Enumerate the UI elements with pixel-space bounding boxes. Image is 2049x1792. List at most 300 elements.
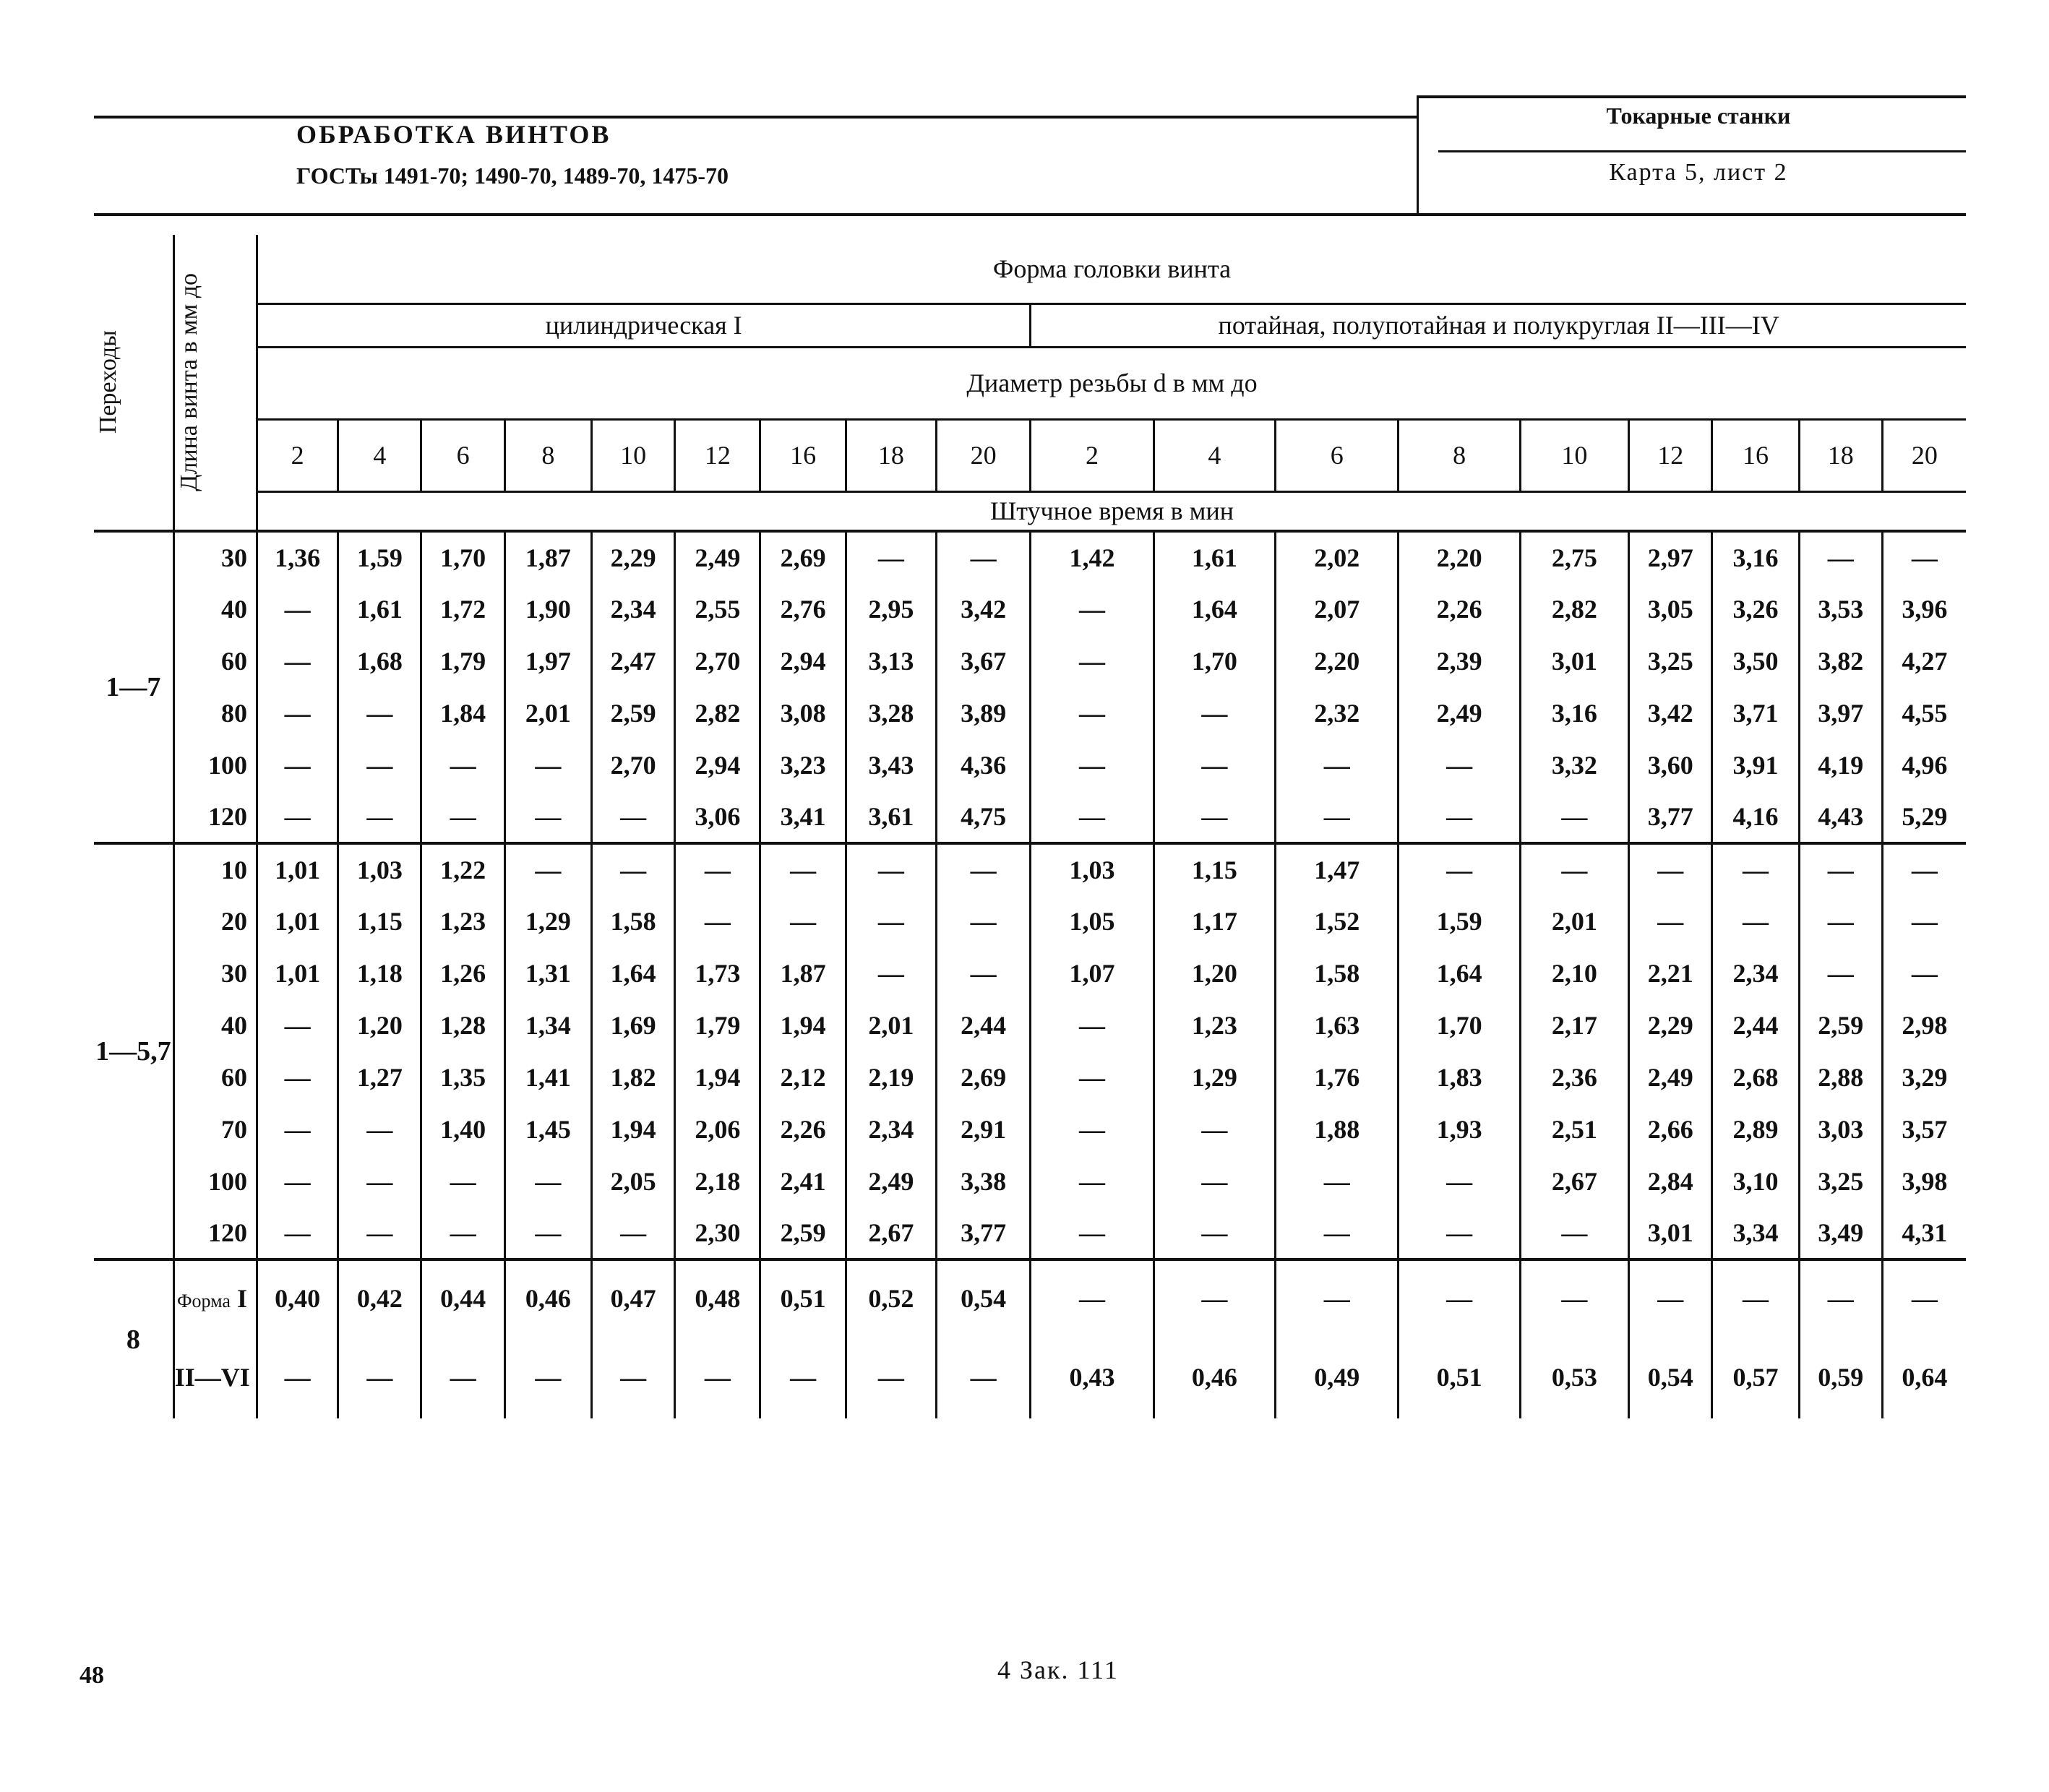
time-value-cell: 2,26 (1399, 583, 1520, 635)
time-value-cell: — (846, 531, 936, 583)
time-value-cell: 2,36 (1520, 1051, 1628, 1103)
time-value-cell: 3,61 (846, 791, 936, 843)
time-value-cell: 2,82 (675, 687, 760, 739)
time-value-cell: — (937, 895, 1031, 947)
time-value-cell: — (1276, 1155, 1399, 1207)
length-cell: 60 (173, 1051, 257, 1103)
time-value-cell: 3,96 (1882, 583, 1966, 635)
time-value-cell: 1,07 (1031, 947, 1154, 999)
time-value-cell: 1,58 (1276, 947, 1399, 999)
time-value-cell: 1,28 (421, 999, 504, 1051)
time-value-cell: 1,15 (1154, 843, 1275, 895)
time-value-cell: — (1031, 583, 1154, 635)
diameter-cell: 10 (591, 419, 674, 491)
time-value-cell: — (760, 895, 846, 947)
time-value-cell: 1,41 (504, 1051, 591, 1103)
time-value-cell: 1,35 (421, 1051, 504, 1103)
time-value-cell: 2,98 (1882, 999, 1966, 1051)
form-cell (173, 1335, 257, 1418)
table-row (94, 531, 1966, 583)
card-number: Карта 5, лист 2 (1609, 159, 1788, 186)
time-norm-table (94, 235, 1966, 1418)
time-value-cell: 2,49 (1399, 687, 1520, 739)
time-value-cell: 2,84 (1629, 1155, 1712, 1207)
time-value-cell: 4,27 (1882, 635, 1966, 687)
time-value-cell: 3,60 (1629, 739, 1712, 791)
length-cell: 40 (173, 999, 257, 1051)
time-value-cell: — (1799, 947, 1882, 999)
time-value-cell: — (1799, 895, 1882, 947)
time-value-cell: 2,69 (937, 1051, 1031, 1103)
time-value-cell: 1,23 (421, 895, 504, 947)
form-cell (173, 1259, 257, 1335)
time-value-cell: 2,49 (846, 1155, 936, 1207)
time-value-cell: 1,88 (1276, 1103, 1399, 1155)
page-title: ОБРАБОТКА ВИНТОВ (296, 120, 611, 149)
time-value-cell: 1,79 (421, 635, 504, 687)
form-value: II—VI (174, 1362, 250, 1392)
table-row (94, 1103, 1966, 1155)
time-value-cell: 1,93 (1399, 1103, 1520, 1155)
machine-type: Токарные станки (1606, 103, 1791, 129)
time-value-cell: 1,26 (421, 947, 504, 999)
length-cell: 100 (173, 1155, 257, 1207)
time-value-cell: 3,77 (937, 1207, 1031, 1259)
time-value-cell: 3,34 (1712, 1207, 1799, 1259)
length-cell: 30 (173, 531, 257, 583)
time-value-cell: 3,38 (937, 1155, 1031, 1207)
time-value-cell: — (1399, 1207, 1520, 1259)
time-value-cell: — (1520, 1207, 1628, 1259)
time-value-cell: — (338, 1155, 421, 1207)
table-row (94, 791, 1966, 843)
time-value-cell: 2,88 (1799, 1051, 1882, 1103)
time-value-cell: 1,01 (257, 895, 338, 947)
time-value-cell: — (1629, 895, 1712, 947)
document-header (94, 87, 1966, 217)
time-value-cell: — (421, 1207, 504, 1259)
time-value-cell: — (591, 1207, 674, 1259)
time-value-cell: 1,29 (1154, 1051, 1275, 1103)
time-value-cell: 2,69 (760, 531, 846, 583)
time-value-cell: 4,96 (1882, 739, 1966, 791)
time-value-cell: 2,67 (846, 1207, 936, 1259)
time-value-cell: — (338, 1207, 421, 1259)
time-value-cell: — (1276, 1207, 1399, 1259)
table-body (94, 531, 1966, 1418)
table-row (94, 739, 1966, 791)
time-value-cell: — (1399, 1155, 1520, 1207)
time-value-cell: — (1882, 531, 1966, 583)
time-value-cell: 0,52 (846, 1259, 936, 1335)
time-value-cell: 1,03 (1031, 843, 1154, 895)
time-value-cell: — (1520, 791, 1628, 843)
time-value-cell: 2,97 (1629, 531, 1712, 583)
time-value-cell: 3,98 (1882, 1155, 1966, 1207)
table-row (94, 687, 1966, 739)
time-value-cell: 2,59 (760, 1207, 846, 1259)
time-value-cell: — (1799, 843, 1882, 895)
time-value-cell: — (257, 1335, 338, 1418)
time-value-cell: 3,67 (937, 635, 1031, 687)
length-cell: 30 (173, 947, 257, 999)
time-value-cell: 2,06 (675, 1103, 760, 1155)
time-value-cell: — (1031, 635, 1154, 687)
time-value-cell: 1,97 (504, 635, 591, 687)
time-value-cell: 3,01 (1629, 1207, 1712, 1259)
time-value-cell: 1,64 (591, 947, 674, 999)
time-value-cell: 2,05 (591, 1155, 674, 1207)
time-value-cell: 3,23 (760, 739, 846, 791)
transition-group-label: 1—5,7 (94, 843, 173, 1259)
time-value-cell: 4,36 (937, 739, 1031, 791)
time-unit-header: Штучное время в мин (257, 491, 1966, 531)
time-value-cell: 1,70 (1399, 999, 1520, 1051)
time-value-cell: — (1399, 739, 1520, 791)
time-value-cell: — (1031, 1155, 1154, 1207)
time-value-cell: — (1031, 739, 1154, 791)
time-value-cell: — (846, 947, 936, 999)
time-value-cell: 2,70 (591, 739, 674, 791)
time-value-cell: — (338, 1103, 421, 1155)
time-value-cell: — (1154, 739, 1275, 791)
length-cell: 10 (173, 843, 257, 895)
time-value-cell: 0,49 (1276, 1335, 1399, 1418)
head-form-header: Форма головки винта (257, 235, 1966, 303)
time-value-cell: — (1882, 843, 1966, 895)
form-label: Форма (177, 1290, 231, 1311)
time-value-cell: — (675, 1335, 760, 1418)
time-value-cell: — (1154, 791, 1275, 843)
table-row (94, 583, 1966, 635)
time-value-cell: 2,12 (760, 1051, 846, 1103)
order-number: 4 Зак. 111 (997, 1655, 1119, 1684)
time-value-cell: 2,34 (846, 1103, 936, 1155)
time-value-cell: 2,10 (1520, 947, 1628, 999)
time-value-cell: — (1799, 531, 1882, 583)
time-value-cell: 1,68 (338, 635, 421, 687)
diameter-cell: 10 (1520, 419, 1628, 491)
time-value-cell: 1,70 (421, 531, 504, 583)
time-value-cell: 1,70 (1154, 635, 1275, 687)
time-value-cell: 1,20 (1154, 947, 1275, 999)
table-row (94, 947, 1966, 999)
transitions-label: Переходы (95, 330, 121, 434)
time-value-cell: 3,50 (1712, 635, 1799, 687)
time-value-cell: — (1031, 791, 1154, 843)
time-value-cell: 1,01 (257, 843, 338, 895)
form-cylindrical: цилиндрическая I (257, 303, 1030, 347)
diameter-label: Диаметр резьбы d в мм до (966, 369, 1258, 397)
time-value-cell: — (846, 1335, 936, 1418)
time-value-cell: — (1154, 1155, 1275, 1207)
time-value-cell: 2,44 (937, 999, 1031, 1051)
time-value-cell: — (504, 1207, 591, 1259)
time-value-cell: 2,01 (846, 999, 936, 1051)
time-value-cell: — (1799, 1259, 1882, 1335)
time-value-cell: — (1399, 791, 1520, 843)
table-row (94, 1335, 1966, 1418)
time-value-cell: 0,42 (338, 1259, 421, 1335)
time-value-cell: — (504, 739, 591, 791)
time-value-cell: 3,41 (760, 791, 846, 843)
time-value-cell: 1,47 (1276, 843, 1399, 895)
time-value-cell: 1,18 (338, 947, 421, 999)
length-cell: 70 (173, 1103, 257, 1155)
time-value-cell: 1,36 (257, 531, 338, 583)
diameter-row (94, 419, 1966, 491)
time-value-cell: — (421, 1335, 504, 1418)
time-value-cell: 1,29 (504, 895, 591, 947)
diameter-header (257, 347, 1966, 419)
time-value-cell: — (257, 791, 338, 843)
table-row (94, 1051, 1966, 1103)
diameter-cell: 6 (1276, 419, 1399, 491)
time-value-cell: — (1399, 843, 1520, 895)
time-value-cell: 1,58 (591, 895, 674, 947)
time-value-cell: 3,06 (675, 791, 760, 843)
time-value-cell: — (257, 739, 338, 791)
time-value-cell: 2,95 (846, 583, 936, 635)
time-value-cell: 1,94 (675, 1051, 760, 1103)
time-value-cell: 1,27 (338, 1051, 421, 1103)
time-value-cell: 1,87 (760, 947, 846, 999)
time-value-cell: — (675, 843, 760, 895)
time-value-cell: — (1154, 1207, 1275, 1259)
time-value-cell: 1,64 (1154, 583, 1275, 635)
time-value-cell: 3,42 (1629, 687, 1712, 739)
time-value-cell: — (504, 843, 591, 895)
time-value-cell: 0,51 (1399, 1335, 1520, 1418)
table-row (94, 1155, 1966, 1207)
form-value: I (236, 1283, 247, 1313)
time-value-cell: — (937, 1335, 1031, 1418)
time-value-cell: — (504, 1155, 591, 1207)
time-value-cell: — (257, 635, 338, 687)
time-value-cell: 1,69 (591, 999, 674, 1051)
time-value-cell: — (1031, 1207, 1154, 1259)
gost-list: ГОСТы 1491-70; 1490-70, 1489-70, 1475-70 (296, 163, 729, 189)
time-value-cell: 3,25 (1629, 635, 1712, 687)
time-value-cell: 2,34 (1712, 947, 1799, 999)
time-value-cell: 2,19 (846, 1051, 936, 1103)
diameter-cell: 16 (1712, 419, 1799, 491)
diameter-cell: 2 (1031, 419, 1154, 491)
time-value-cell: 1,42 (1031, 531, 1154, 583)
diameter-cell: 12 (1629, 419, 1712, 491)
time-value-cell: 3,26 (1712, 583, 1799, 635)
time-value-cell: 4,55 (1882, 687, 1966, 739)
table-row (94, 1207, 1966, 1259)
time-value-cell: — (1882, 947, 1966, 999)
diameter-cell: 20 (1882, 419, 1966, 491)
time-value-cell: 0,51 (760, 1259, 846, 1335)
diameter-cell: 20 (937, 419, 1031, 491)
time-value-cell: 3,53 (1799, 583, 1882, 635)
length-cell: 60 (173, 635, 257, 687)
time-value-cell: 1,64 (1399, 947, 1520, 999)
time-value-cell: — (338, 791, 421, 843)
time-value-cell: 0,46 (504, 1259, 591, 1335)
diameter-cell: 12 (675, 419, 760, 491)
time-value-cell: 1,15 (338, 895, 421, 947)
time-value-cell: 1,72 (421, 583, 504, 635)
time-value-cell: 2,20 (1399, 531, 1520, 583)
time-value-cell: 0,59 (1799, 1335, 1882, 1418)
time-value-cell: 2,70 (675, 635, 760, 687)
time-value-cell: — (1712, 895, 1799, 947)
time-value-cell: — (338, 687, 421, 739)
header-top-rule (94, 116, 1417, 119)
diameter-cell: 6 (421, 419, 504, 491)
time-value-cell: 3,89 (937, 687, 1031, 739)
time-value-cell: — (421, 1155, 504, 1207)
time-value-cell: 2,49 (1629, 1051, 1712, 1103)
time-value-cell: — (591, 1335, 674, 1418)
time-value-cell: 4,75 (937, 791, 1031, 843)
time-value-cell: 3,49 (1799, 1207, 1882, 1259)
time-value-cell: — (1882, 895, 1966, 947)
time-value-cell: 1,52 (1276, 895, 1399, 947)
time-value-cell: — (1712, 1259, 1799, 1335)
length-cell: 40 (173, 583, 257, 635)
time-value-cell: 1,34 (504, 999, 591, 1051)
diameter-cell: 4 (1154, 419, 1275, 491)
time-value-cell: 2,17 (1520, 999, 1628, 1051)
time-value-cell: 1,63 (1276, 999, 1399, 1051)
time-value-cell: 3,25 (1799, 1155, 1882, 1207)
time-value-cell: — (1629, 843, 1712, 895)
time-value-cell: 0,48 (675, 1259, 760, 1335)
time-value-cell: 2,68 (1712, 1051, 1799, 1103)
table-row (94, 1259, 1966, 1335)
time-value-cell: — (257, 583, 338, 635)
time-value-cell: — (1031, 1103, 1154, 1155)
time-value-cell: 1,59 (1399, 895, 1520, 947)
time-value-cell: 2,01 (504, 687, 591, 739)
length-cell: 120 (173, 791, 257, 843)
time-value-cell: 2,20 (1276, 635, 1399, 687)
time-value-cell: 3,29 (1882, 1051, 1966, 1103)
time-value-cell: 2,18 (675, 1155, 760, 1207)
time-value-cell: — (257, 1155, 338, 1207)
time-value-cell: — (257, 999, 338, 1051)
diameter-cell: 8 (504, 419, 591, 491)
diameter-cell: 16 (760, 419, 846, 491)
time-value-cell: 3,08 (760, 687, 846, 739)
time-value-cell: 1,94 (760, 999, 846, 1051)
time-value-cell: — (1276, 791, 1399, 843)
time-value-cell: 1,03 (338, 843, 421, 895)
time-value-cell: — (1882, 1259, 1966, 1335)
time-value-cell: 1,82 (591, 1051, 674, 1103)
time-value-cell: 3,43 (846, 739, 936, 791)
time-value-cell: 3,16 (1520, 687, 1628, 739)
time-value-cell: 1,59 (338, 531, 421, 583)
length-header (173, 235, 257, 531)
time-value-cell: 0,64 (1882, 1335, 1966, 1418)
time-value-cell: — (1154, 1103, 1275, 1155)
time-value-cell: — (421, 739, 504, 791)
form-countersunk: потайная, полупотайная и полукруглая II—III—IV (1031, 303, 1966, 347)
time-value-cell: — (1154, 687, 1275, 739)
time-value-cell: 0,44 (421, 1259, 504, 1335)
time-value-cell: — (257, 1207, 338, 1259)
time-value-cell: 3,16 (1712, 531, 1799, 583)
time-value-cell: — (1399, 1259, 1520, 1335)
time-value-cell: 3,97 (1799, 687, 1882, 739)
time-value-cell: 1,23 (1154, 999, 1275, 1051)
time-value-cell: — (257, 1103, 338, 1155)
time-value-cell: 2,89 (1712, 1103, 1799, 1155)
time-value-cell: — (1154, 1259, 1275, 1335)
time-value-cell: 2,59 (1799, 999, 1882, 1051)
header-bottom-rule (94, 213, 1966, 216)
diameter-cell: 4 (338, 419, 421, 491)
time-value-cell: 0,54 (937, 1259, 1031, 1335)
time-value-cell: 3,28 (846, 687, 936, 739)
time-value-cell: 3,82 (1799, 635, 1882, 687)
time-value-cell: 3,01 (1520, 635, 1628, 687)
diameter-cell: 2 (257, 419, 338, 491)
table-row (94, 999, 1966, 1051)
time-value-cell: 2,55 (675, 583, 760, 635)
time-value-cell: 2,29 (1629, 999, 1712, 1051)
time-value-cell: 0,47 (591, 1259, 674, 1335)
time-value-cell: 2,07 (1276, 583, 1399, 635)
time-value-cell: — (1031, 687, 1154, 739)
time-value-cell: 0,43 (1031, 1335, 1154, 1418)
time-value-cell: 2,67 (1520, 1155, 1628, 1207)
time-value-cell: 0,54 (1629, 1335, 1712, 1418)
time-value-cell: — (760, 1335, 846, 1418)
diameter-cell: 18 (846, 419, 936, 491)
time-value-cell: — (591, 843, 674, 895)
length-cell: 80 (173, 687, 257, 739)
transition-group-label: 1—7 (94, 531, 173, 843)
time-value-cell: — (257, 1051, 338, 1103)
time-value-cell: 1,31 (504, 947, 591, 999)
time-value-cell: — (504, 1335, 591, 1418)
time-value-cell: 3,32 (1520, 739, 1628, 791)
time-value-cell: 4,19 (1799, 739, 1882, 791)
time-value-cell: 1,90 (504, 583, 591, 635)
time-value-cell: 2,51 (1520, 1103, 1628, 1155)
time-value-cell: 3,77 (1629, 791, 1712, 843)
time-value-cell: 2,02 (1276, 531, 1399, 583)
time-value-cell: 3,57 (1882, 1103, 1966, 1155)
time-value-cell: 3,05 (1629, 583, 1712, 635)
time-value-cell: 2,39 (1399, 635, 1520, 687)
time-value-cell: 1,94 (591, 1103, 674, 1155)
time-value-cell: 3,42 (937, 583, 1031, 635)
time-value-cell: 2,29 (591, 531, 674, 583)
time-value-cell: 0,40 (257, 1259, 338, 1335)
time-value-cell: 2,41 (760, 1155, 846, 1207)
time-value-cell: — (257, 687, 338, 739)
time-value-cell: 2,44 (1712, 999, 1799, 1051)
time-value-cell: 3,13 (846, 635, 936, 687)
time-value-cell: 1,01 (257, 947, 338, 999)
time-value-cell: 2,82 (1520, 583, 1628, 635)
length-cell: 120 (173, 1207, 257, 1259)
time-value-cell: — (338, 1335, 421, 1418)
time-value-cell: 2,49 (675, 531, 760, 583)
time-value-cell: 1,05 (1031, 895, 1154, 947)
time-value-cell: 1,79 (675, 999, 760, 1051)
transitions-header (94, 235, 173, 531)
time-value-cell: 1,87 (504, 531, 591, 583)
